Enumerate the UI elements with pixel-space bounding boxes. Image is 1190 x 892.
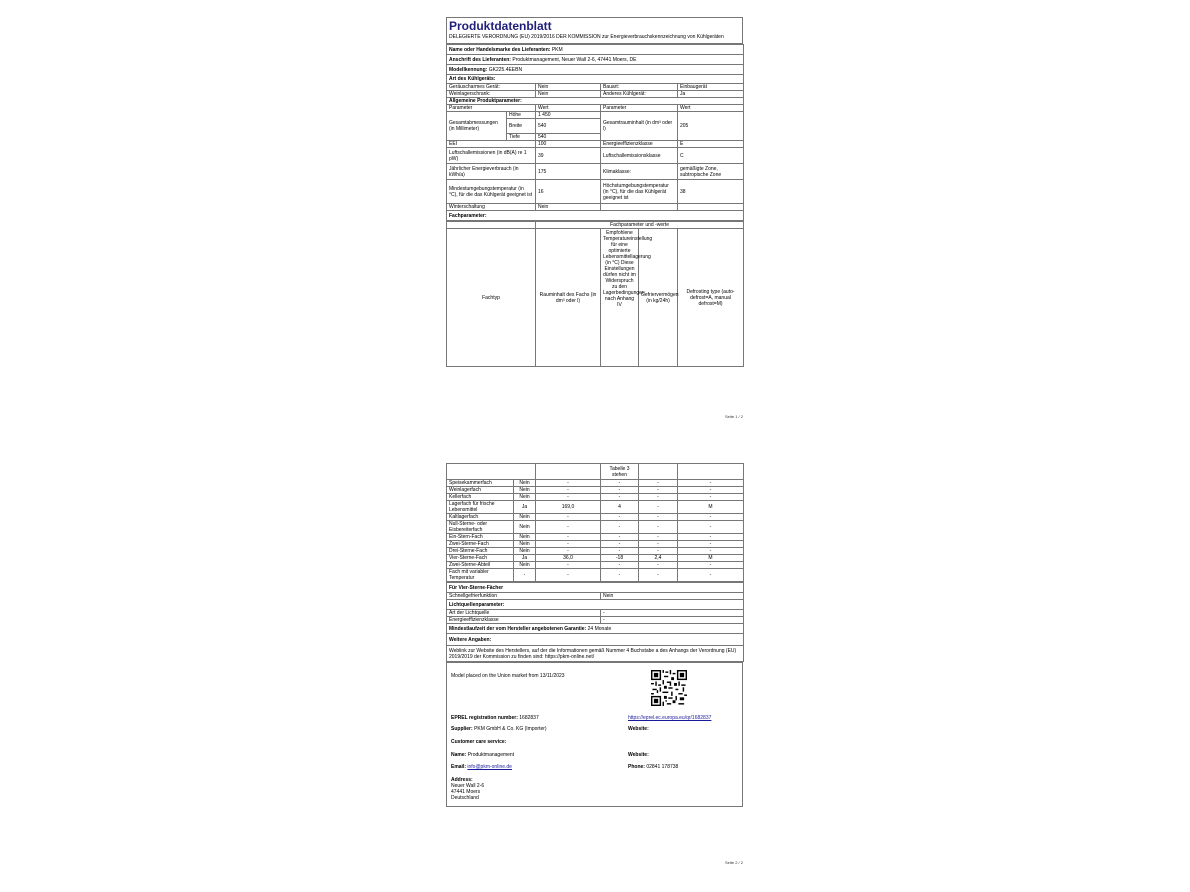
email-label: Email: [451,764,467,770]
compartment-yn: Nein [514,562,536,569]
dim-height-label: Höhe [507,112,536,119]
address-value: Produktmanagement, Neuer Wall 2-6, 47441 Moers, DE [512,56,637,63]
dim-height-value: 1 450 [536,112,601,119]
compartment-name: Kaltlagerfach [447,514,514,521]
compartment-row [447,480,744,487]
comp-group-header: Fachparameter und -werte [536,222,744,229]
compartment-freeze: - [639,501,678,514]
page-number: Seite 2 / 2 [724,860,743,865]
compartment-row [447,521,744,534]
compartment-defrost: - [678,480,744,487]
compartment-name: Kellerfach [447,494,514,501]
compartment-temp: - [601,521,639,534]
compartment-row [447,514,744,521]
model-label: Modellkennung: [449,66,488,73]
eprel-box [446,662,743,807]
page1-header [446,17,743,44]
compartment-temp: - [601,494,639,501]
regulation-text: DELEGIERTE VERORDNUNG (EU) 2019/2016 DER KOMMISSION zur Energieverbrauchskennzeichnung von Kühlgeräten [449,34,724,40]
compartment-row [447,569,744,582]
addr-label: Address: [451,777,473,783]
comp-col-temp: Empfohlene Temperatureinstellung für eine optimierte Lebensmittellagerung (in °C) Diese Einstellungen dürfen nicht im Widerspruch zu den Lagerbedingungen nach Anhang IV [601,229,639,367]
eprel-value: 1682837 [519,715,539,721]
compartment-defrost: - [678,541,744,548]
maxtemp-value: 38 [678,180,744,204]
compartment-defrost: - [678,487,744,494]
eclass-value: E [678,141,744,148]
page-number: Seite 1 / 2 [724,414,743,419]
climate-value: gemäßigte Zone, subtropische Zone [678,164,744,180]
model-value: GK225.4EEBN [488,66,523,73]
compartment-temp: 4 [601,501,639,514]
further-link[interactable]: https://pkm-online.net/ [544,653,595,660]
compartment-freeze: - [639,534,678,541]
mintemp-label: Mindestumgebungstemperatur (in °C), für die das Kühlgerät geeignet ist [447,180,536,204]
compartment-vol: - [536,480,601,487]
energy-label: Jährlicher Energieverbrauch (in kWh/a) [447,164,536,180]
compartment-row [447,501,744,514]
compartment-temp: - [601,541,639,548]
compartment-defrost: M [678,555,744,562]
further-text: Weblink zur Website des Herstellers, auf der die Informationen gemäß Nummer 4 Buchstabe a des Anhangs der Verordnung (EU) 2019/2019 der Kommission zu finden sind: [449,647,737,660]
eprel-info [447,713,742,801]
nclass-value: C [678,148,744,164]
noise-label: Luftschallemissionen (in dB(A) re 1 pW) [447,148,536,164]
eprel-link[interactable]: https://eprel.ec.europa.eu/qr/1682837 [628,715,712,721]
compartment-yn: Nein [514,494,536,501]
general-heading: Allgemeine Produktparameter: [447,98,744,105]
comp-col-defrost: Defrosting type (auto-defrost=A, manual defrost=M) [678,229,744,367]
compartment-temp: - [601,514,639,521]
addr-line: Neuer Wall 2-6 [451,783,485,789]
compartment-vol: - [536,569,601,582]
compartment-freeze: - [639,548,678,555]
comp-heading: Fachparameter: [447,211,744,221]
light-class-value: - [601,617,744,624]
supplier-label: Name oder Handelsmarke des Lieferanten: [449,46,551,53]
supplier-value: PKM [551,46,563,53]
comp-col-freeze: Gefriervermögen (in kg/24h) [639,229,678,367]
compartment-defrost: - [678,548,744,555]
noise-value: 39 [536,148,601,164]
supplier2-label: Supplier: [451,726,473,732]
eei-label: EEI [447,141,536,148]
care-name-value: Produktmanagement [467,752,515,758]
light-type-value: - [601,610,744,617]
light-type-label: Art der Lichtquelle [447,610,601,617]
volume-label: Gesamtrauminhalt (in dm³ oder l) [601,112,678,141]
compartment-yn: Nein [514,480,536,487]
compartment-freeze: - [639,562,678,569]
light-class-label: Energieeffizienzklasse [447,617,601,624]
quick-freeze-label: Schnellgefrierfunktion [447,593,601,600]
compartment-name: Weinlagerfach [447,487,514,494]
compartment-row [447,548,744,555]
compartment-name: Zwei-Sterne-Fach [447,541,514,548]
compartment-temp: -18 [601,555,639,562]
dims-label: Gesamtabmessungen (in Millimeter) [447,112,507,141]
compartment-freeze: - [639,521,678,534]
further-heading: Weitere Angaben: [447,634,744,646]
mintemp-value: 16 [536,180,601,204]
compartment-name: Fach mit variabler Temperatur [447,569,514,582]
eprel-label: EPREL registration number: [451,715,518,721]
supplier2-value: PKM GmbH & Co. KG (Importer) [474,726,547,732]
compartment-row [447,562,744,569]
compartment-defrost: - [678,534,744,541]
quick-freeze-value: Nein [601,593,744,600]
compartment-yn: Ja [514,555,536,562]
compartment-yn: Nein [514,521,536,534]
compartment-vol: 36,0 [536,555,601,562]
compartment-yn: Nein [514,514,536,521]
comp-col-volume: Rauminhalt des Fachs (in dm³ oder l) [536,229,601,367]
four-star-heading: Für Vier-Sterne-Fächer [447,583,744,593]
compartment-freeze: - [639,541,678,548]
type-row: Weinlagerschrank: Nein Anderes Kühlgerät: Ja [447,91,744,98]
care-name-label: Name: [451,752,467,758]
page-title: Produktdatenblatt [449,19,552,33]
general-table [446,44,744,221]
compartment-temp: - [601,534,639,541]
compartment-vol: - [536,514,601,521]
datasheet-page-2 [446,463,743,865]
compartment-freeze: 2,4 [639,555,678,562]
compartment-vol: - [536,548,601,555]
compartment-freeze: - [639,487,678,494]
maxtemp-label: Höchstumgebungstemperatur (in °C), für die das Kühlgerät geeignet ist [601,180,678,204]
compartment-table [446,463,744,582]
compartment-freeze: - [639,494,678,501]
compartment-row [447,534,744,541]
compartment-row [447,541,744,548]
compartment-name: Vier-Sterne-Fach [447,555,514,562]
compartment-yn: Nein [514,487,536,494]
compartment-name: Null-Sterne- oder Eisbereiterfach [447,521,514,534]
compartment-name: Zwei-Sterne-Abteil [447,562,514,569]
email-link[interactable]: info@pkm-online.de [467,764,512,770]
compartment-name: Speisekammerfach [447,480,514,487]
addr-line: 47441 Moers [451,789,481,795]
market-text: Model placed on the Union market from 13/11/2023 [451,673,565,679]
address-label: Anschrift des Lieferanten: [449,56,511,63]
light-heading: Lichtquellenparameter: [447,600,744,610]
addr-line: Deutschland [451,795,479,801]
energy-value: 175 [536,164,601,180]
compartment-vol: 169,0 [536,501,601,514]
website-label: Website: [628,726,649,732]
compartment-yn: - [514,569,536,582]
volume-value: 205 [678,112,744,141]
compartment-name: Drei-Sterne-Fach [447,548,514,555]
compartment-freeze: - [639,514,678,521]
compartment-name: Ein-Stern-Fach [447,534,514,541]
qr-code-icon[interactable] [651,670,687,706]
compartment-defrost: M [678,501,744,514]
compartment-freeze: - [639,569,678,582]
compartment-yn: Ja [514,501,536,514]
extra-table [446,582,744,662]
compartment-row [447,494,744,501]
winter-value: Nein [536,204,601,211]
compartment-temp: - [601,569,639,582]
compartment-header-table [446,221,744,367]
winter-label: Winterschaltung [447,204,536,211]
comp-temp-continued: Tabelle 3 stehen [601,464,639,480]
nclass-label: Luftschallemissionsklasse [601,148,678,164]
comp-col-type: Fachtyp [447,229,536,367]
website2-label: Website: [628,752,649,758]
compartment-vol: - [536,494,601,501]
compartment-temp: - [601,487,639,494]
phone-label: Phone: [628,764,645,770]
compartment-defrost: - [678,569,744,582]
compartment-defrost: - [678,521,744,534]
compartment-yn: Nein [514,534,536,541]
dim-depth-value: 540 [536,134,601,141]
compartment-defrost: - [678,562,744,569]
warranty-label: Mindestlaufzeit der vom Hersteller angebotenen Garantie: [449,625,587,632]
compartment-defrost: - [678,514,744,521]
type-row: Geräuscharmes Gerät: Nein Bauart: Einbaugerät [447,84,744,91]
dim-depth-label: Tiefe [507,134,536,141]
dim-width-label: Breite [507,119,536,134]
compartment-vol: - [536,562,601,569]
compartment-temp: - [601,548,639,555]
dim-width-value: 540 [536,119,601,134]
compartment-row [447,487,744,494]
eclass-label: Energieeffizienzklasse [601,141,678,148]
compartment-row [447,555,744,562]
type-heading: Art des Kühlgeräts: [447,75,744,84]
compartment-yn: Nein [514,541,536,548]
compartment-defrost: - [678,494,744,501]
compartment-yn: Nein [514,548,536,555]
compartment-freeze: - [639,480,678,487]
warranty-value: 24 Monate [587,625,612,632]
compartment-vol: - [536,487,601,494]
datasheet-page-1 [446,17,743,419]
compartment-vol: - [536,534,601,541]
climate-label: Klimaklasse: [601,164,678,180]
compartment-temp: - [601,480,639,487]
compartment-vol: - [536,541,601,548]
phone-value: 02841 178738 [646,764,679,770]
care-heading: Customer care service: [451,739,507,745]
compartment-vol: - [536,521,601,534]
general-header-row: Parameter Wert Parameter Wert [447,105,744,112]
compartment-temp: - [601,562,639,569]
eei-value: 100 [536,141,601,148]
compartment-name: Lagerfach für frische Lebensmittel [447,501,514,514]
